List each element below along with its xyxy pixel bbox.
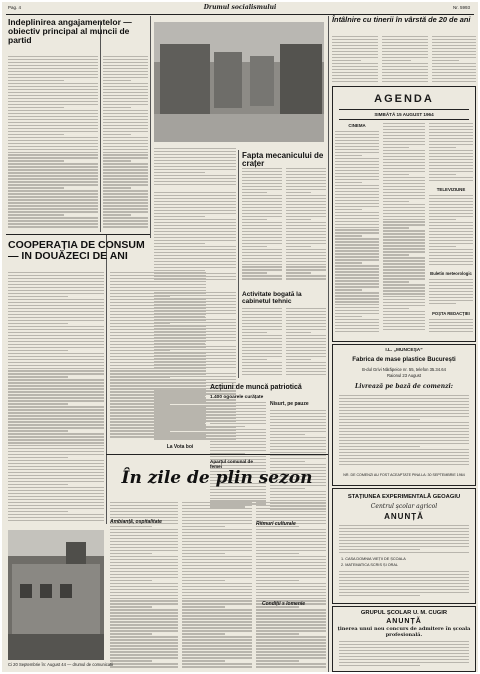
- section-rule: [106, 454, 328, 455]
- article-text: [8, 56, 98, 232]
- article-text: [382, 36, 428, 84]
- masthead: [2, 2, 478, 14]
- agenda-text: [429, 279, 473, 307]
- agenda-box: [332, 86, 476, 342]
- newspaper-title: Drumul socialismului: [203, 4, 277, 11]
- agenda-tv: TELEVIZIUNE: [436, 187, 466, 192]
- article-text: [242, 168, 282, 284]
- agenda-title: AGENDA: [374, 93, 434, 105]
- agenda-mail: POȘTA REDACȚIEI: [432, 311, 470, 316]
- ad-text: [339, 641, 469, 669]
- article-text: [110, 502, 178, 670]
- issue-number: Nr. 5993: [452, 5, 470, 10]
- agenda-text: [335, 131, 379, 335]
- street-photo: [154, 22, 324, 142]
- agenda-weather: Buletin meteorologic: [430, 271, 472, 276]
- column-rule: [238, 150, 239, 378]
- section-rule: [6, 234, 150, 235]
- agenda-text: [429, 123, 473, 183]
- ad-geoagiu-station: STAȚIUNEA EXPERIMENTALĂ GEOAGIU Centrul școlar agricol ANUNȚĂ 1. CASA DOMNIA VIEȚII DE ȘCOALA 2. MATEMATICA SCRIS ȘI ORAL: [332, 488, 476, 604]
- page-number: Pag. 4: [8, 5, 22, 10]
- newspaper-page: [2, 2, 478, 672]
- ad-text: [339, 525, 469, 555]
- headline-cooperatives: COOPERAȚIA DE CONSUM— IN DOUĂZECI DE ANI: [8, 239, 145, 263]
- column-rule: [328, 16, 329, 672]
- agenda-cinema: CINEMA: [348, 123, 366, 128]
- article-text: [103, 56, 148, 232]
- subhead-hospitality: Ambianță, ospitalitate: [110, 519, 162, 525]
- subhead-land-cleared: 1.400 ogoarele curățate: [210, 395, 264, 400]
- subhead-conditions: Condiții s lomenie: [262, 601, 306, 607]
- ad-plastics-factory: I.L. „MUNCEŞA” Fabrica de mase plastice București B-dul Grivi Nărăpeice nr. 55, telefon 35.34.64 Raionul 23 August Livrează pe bază de comenzi: NR. DE COMENZI AU FOST ACEAPTATE PINA LA: 30 SEPTEMBRIE 1964: [332, 344, 476, 486]
- bottom-caption: Ci 20 Septembrie în: August 44 — drumul de comunicatii: [8, 662, 114, 667]
- article-text: [286, 308, 326, 378]
- ad-text: [339, 395, 469, 469]
- headline-crater-mechanic: Fapta mecanicului de crațer: [242, 151, 324, 169]
- building-photo: [8, 530, 104, 660]
- headline-nisurt: Nisurt, pe pauze: [270, 401, 309, 407]
- article-text: [154, 192, 236, 284]
- headline-patriotic-work: Acțiuni de muncă patriotică: [210, 384, 302, 391]
- column-rule: [150, 16, 151, 238]
- headline-women: Aparțul comunal de femei: [210, 459, 253, 469]
- ad-cugir-school: GRUPUL ȘCOLAR U. M. CUGIR ANUNȚĂ ținerea unui nou concurs de admitere în școala profesională.: [332, 606, 476, 672]
- headline-party-work: Indeplinirea angajamentelor — obiectiv principal al muncii de partid: [8, 17, 132, 45]
- headline-technical-cabinet: Activitate bogată la cabinetul tehnic: [242, 291, 302, 305]
- article-text: [332, 36, 378, 84]
- agenda-date: SIMBĂTĂ 15 AUGUST 1964: [374, 112, 434, 117]
- agenda-text: [429, 195, 473, 267]
- article-text: [270, 410, 326, 512]
- agenda-text: [429, 319, 473, 335]
- subhead-cultural: Ritmuri culturale: [256, 521, 296, 527]
- photo-caption-text: [154, 148, 236, 188]
- headline-peak-season: În zile de plin sezon: [121, 468, 313, 488]
- article-text: [242, 308, 282, 378]
- vote-label: La Vota boi: [166, 444, 194, 450]
- ad-text: [339, 571, 469, 599]
- article-text: [286, 168, 326, 284]
- column-rule: [100, 22, 101, 232]
- article-text: [210, 402, 266, 512]
- article-text: [432, 36, 476, 84]
- article-text: [182, 502, 252, 670]
- agenda-text: [383, 123, 425, 335]
- headline-youth-meeting: Întâlnire cu tinerii în vârstă de 20 de ani: [332, 15, 471, 24]
- article-text: [8, 272, 104, 526]
